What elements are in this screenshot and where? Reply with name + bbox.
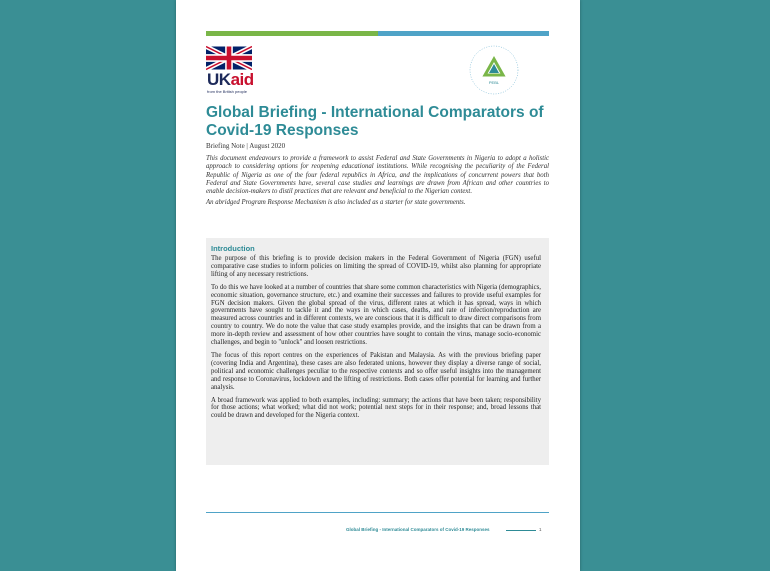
document-title: Global Briefing - International Comparators of Covid-19 Responses	[206, 104, 544, 139]
footer-divider	[206, 512, 549, 513]
document-summary	[206, 155, 549, 211]
introduction-paragraph: The focus of this report centres on the experiences of Pakistan and Malaysia. As with the previous briefing paper (covering India and Argentina), these cases are also federated unions, however they display a diverse range of social, political and economic challenges peculiar to the respective contexts and so offer useful insights into the management and response to Coronavirus, lockdown and the lifting of restrictions. Both cases offer potential for learning and further analysis.	[211, 351, 541, 391]
ukaid-tagline: from the British people	[207, 89, 248, 94]
header-color-bar	[206, 31, 549, 36]
footer-rule	[506, 530, 536, 531]
summary-paragraph: An abridged Program Response Mechanism is also included as a starter for state governments.	[206, 199, 466, 207]
introduction-paragraph: To do this we have looked at a number of countries that share some common characteristics with Nigeria (demographics, economic situation, governance structure, etc.) and examine their successes and failures to provide useful examples for FGN decision makers. Given the global spread of the virus, different rates at which it has spread, ways in which governments have sought to tackle it and the ways in which cases, deaths, and rate of infection/reproduction are measured across countries and in different contexts, we are conscious that it is difficult to draw direct comparisons from country to country. We do note the value that case study examples provide, and the insights that can be drawn from a more in-depth review and assessment of how other countries have sought to contain the virus, manage socio-economic challenges, and begin to "unlock" and loosen restrictions.	[211, 283, 541, 347]
summary-paragraph: This document endeavours to provide a framework to assist Federal and State Governments in Nigeria to adopt a holistic approach to considering options for reopening educational institutions. While recognising the peculiarity of the Federal Republic of Nigeria as one of the four federal republics in Africa, and the implications of concurrent powers that both Federal and State Governments have, several case studies and learnings are drawn from African and other countries to enable decision-makers to distil practices that are relevant and beneficial to the Nigerian context.	[206, 155, 549, 196]
footer-title: Global Briefing - International Comparators of Covid-19 Responses	[346, 527, 490, 532]
introduction-body	[211, 255, 541, 425]
briefing-note-date: Briefing Note | August 2020	[206, 142, 286, 150]
page-number: 1	[539, 527, 542, 532]
document-page	[176, 0, 580, 571]
pebl-logo-icon	[468, 44, 520, 96]
union-jack-flag-icon	[206, 45, 252, 71]
introduction-paragraph: The purpose of this briefing is to provide decision makers in the Federal Government of Nigeria (FGN) useful comparative case studies to inform policies on limiting the spread of COVID-19, whilst also planning for appropriate lifting of any necessary restrictions.	[211, 255, 541, 278]
introduction-paragraph: A broad framework was applied to both examples, including: summary; the actions that have been taken; responsibility for those actions; what worked; what did not work; potential next steps for in their response; and, broad lessons that could be drawn and developed for the Nigeria context.	[211, 396, 541, 420]
pebl-label: PEBL	[488, 80, 500, 85]
introduction-box	[206, 238, 549, 465]
ukaid-logo: UKaid	[207, 70, 254, 89]
introduction-heading: Introduction	[211, 244, 255, 253]
